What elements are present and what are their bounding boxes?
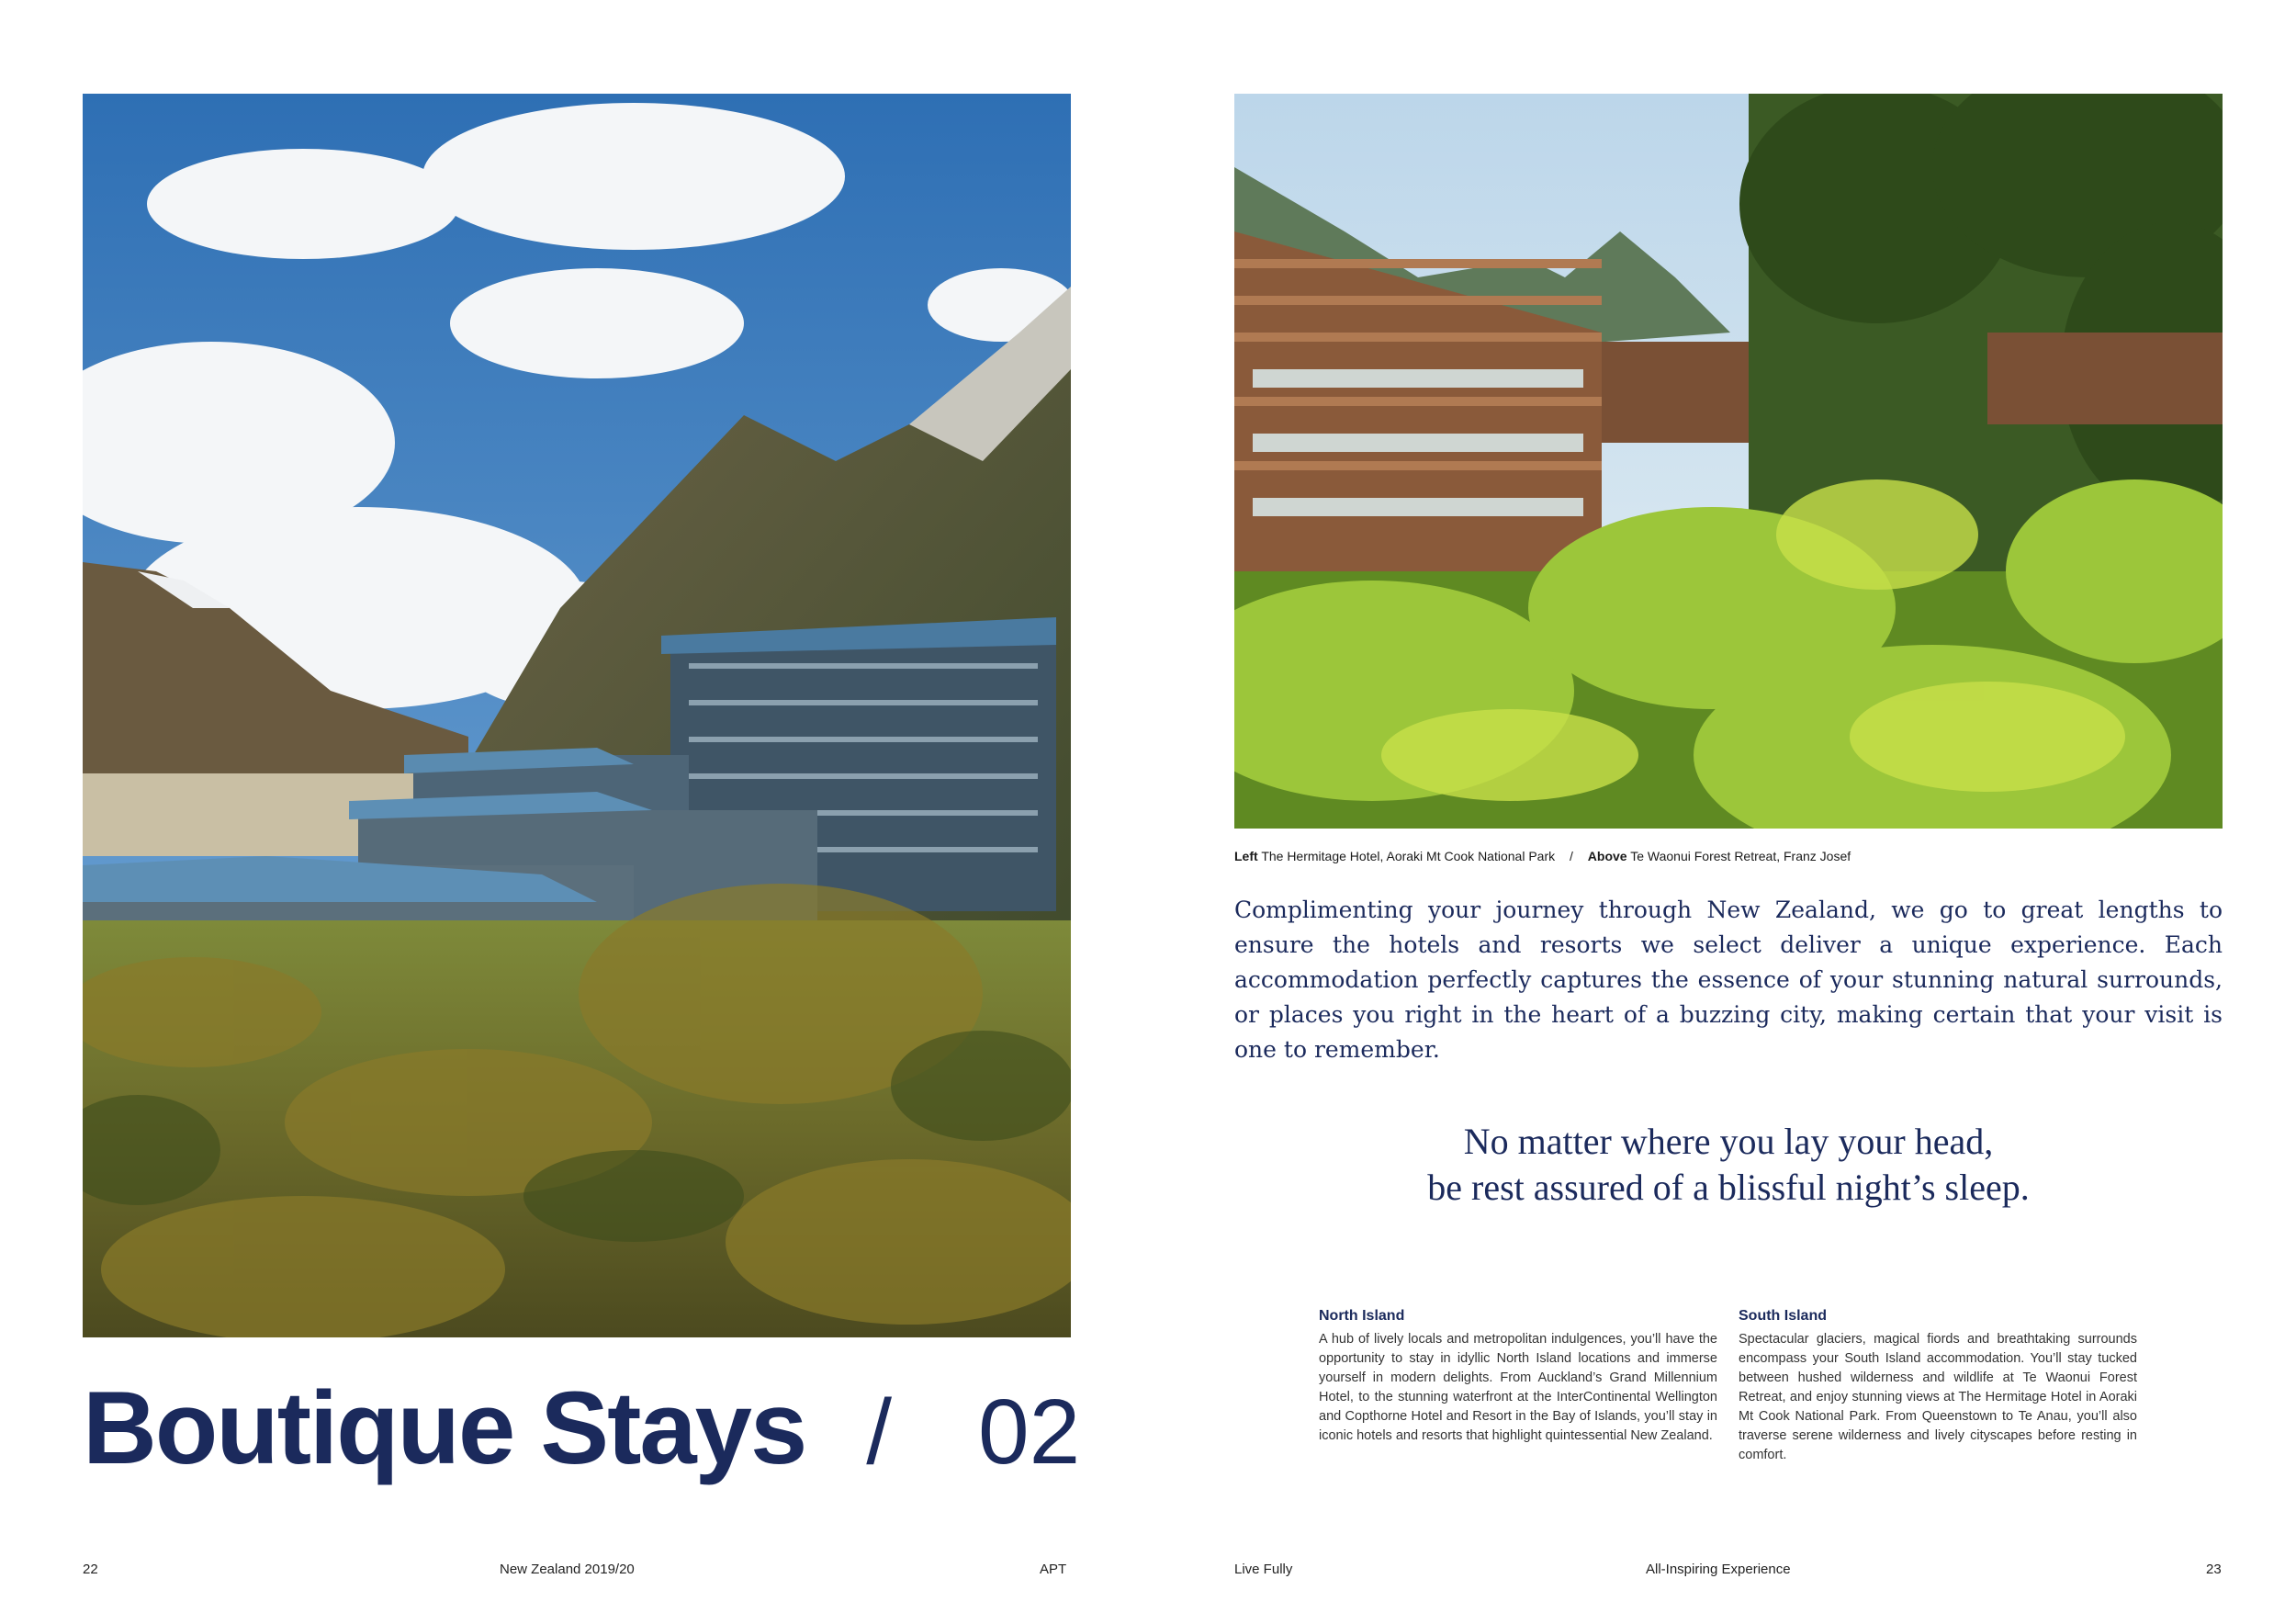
- intro-paragraph: Complimenting your journey through New Zealand, we go to great lengths to ensure the hotels and resorts we select deliver a unique experience. Each accommodation perfectly captures the essence of your stunning natural surrounds, or places you right in the heart of a buzzing city, making certain that your visit is one to remember.: [1234, 897, 2223, 1063]
- photo-caption: [1234, 849, 1851, 863]
- south-island-column: [1739, 1308, 2137, 1465]
- south-island-body: Spectacular glaciers, magical fiords and breathtaking surrounds encompass your South Island accommodation. You’ll stay tucked between hushed wilderness and wildlife at Te Waonui Forest Retreat, and enjoy stunning views at The Hermitage Hotel in Aoraki Mt Cook National Park. From Queenstown to Te Anau, you’ll also traverse serene wilderness and lively cityscapes before resting in comfort.: [1739, 1332, 2137, 1462]
- north-island-column: [1319, 1308, 1717, 1446]
- caption-left-text: The Hermitage Hotel, Aoraki Mt Cook National Park: [1261, 849, 1556, 863]
- south-island-heading: South Island: [1739, 1308, 1827, 1324]
- caption-left-label: Left: [1234, 849, 1258, 863]
- north-island-heading: North Island: [1319, 1308, 1405, 1324]
- section-number: 02: [978, 1381, 1081, 1483]
- footer-tagline-2: All-Inspiring Experience: [1646, 1562, 1791, 1577]
- footer-tagline: Live Fully: [1234, 1562, 1293, 1577]
- page-number-right: 23: [2206, 1562, 2222, 1577]
- footer-brand: APT: [1040, 1562, 1067, 1577]
- pull-quote-line-1: No matter where you lay your head,: [1463, 1121, 1994, 1162]
- footer-publication: New Zealand 2019/20: [500, 1562, 635, 1577]
- te-waonui-forest-retreat-photo: [1234, 94, 2223, 829]
- section-title: [83, 1369, 1080, 1487]
- hermitage-hotel-photo: [83, 94, 1071, 1337]
- section-title-text: Boutique Stays: [83, 1370, 806, 1485]
- section-title-slash: /: [866, 1381, 893, 1483]
- caption-separator: /: [1570, 849, 1573, 863]
- caption-above-label: Above: [1587, 849, 1627, 863]
- caption-above-text: Te Waonui Forest Retreat, Franz Josef: [1630, 849, 1851, 863]
- pull-quote-line-2: be rest assured of a blissful night’s sleep.: [1427, 1167, 2030, 1208]
- pull-quote: [1234, 1119, 2223, 1211]
- page-number-left: 22: [83, 1562, 98, 1577]
- north-island-body: A hub of lively locals and metropolitan indulgences, you’ll have the opportunity to stay in idyllic North Island locations and immerse yourself in modern delights. From Auckland’s Grand Millennium Hotel, to the stunning waterfront at the InterContinental Wellington and Copthorne Hotel and Resort in the Bay of Islands, you’ll stay in iconic hotels and resorts that highlight quintessential New Zealand.: [1319, 1332, 1717, 1443]
